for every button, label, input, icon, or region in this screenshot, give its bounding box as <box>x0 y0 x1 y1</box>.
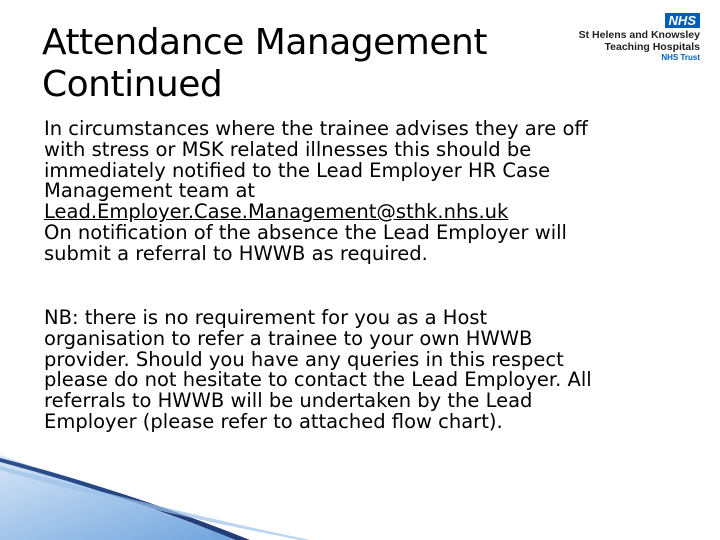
paragraph-1-line: with stress or MSK related illnesses this should be <box>44 137 532 161</box>
paragraph-1-line: immediately notified to the Lead Employer HR Case <box>44 158 551 182</box>
paragraph-2-line: referrals to HWWB will be undertaken by the Lead <box>44 389 533 413</box>
paragraph-1-line: On notification of the absence the Lead Employer will <box>44 220 567 244</box>
paragraph-2-line: Employer (please refer to attached flow chart). <box>44 409 503 433</box>
paragraph-2-line: provider. Should you have any queries in this respect <box>44 347 564 371</box>
paragraph-2-line: NB: there is no requirement for you as a Host <box>44 306 488 329</box>
paragraph-2-line: please do not hesitate to contact the Lead Employer. All <box>44 368 592 392</box>
paragraph-1-line: In circumstances where the trainee advises they are off <box>44 117 588 140</box>
nhs-badge: NHS <box>665 13 700 28</box>
paragraph-1-line: Management team at <box>44 179 256 203</box>
paragraph-1 <box>44 119 684 265</box>
logo-line-3: NHS Trust <box>661 53 700 62</box>
email-link[interactable]: Lead.Employer.Case.Management@sthk.nhs.uk <box>44 200 509 224</box>
logo-line-1: St Helens and Knowsley <box>578 29 700 41</box>
nhs-trust-logo <box>556 10 702 66</box>
paragraph-1-line: submit a referral to HWWB as required. <box>44 241 428 265</box>
slide-title-line-2: Continued <box>42 64 223 105</box>
logo-line-2: Teaching Hospitals <box>604 41 700 53</box>
slide-title <box>42 22 542 106</box>
slide-title-line-1: Attendance Management <box>42 22 487 63</box>
paragraph-2 <box>44 308 684 433</box>
paragraph-2-line: organisation to refer a trainee to your own HWWB <box>44 326 533 350</box>
